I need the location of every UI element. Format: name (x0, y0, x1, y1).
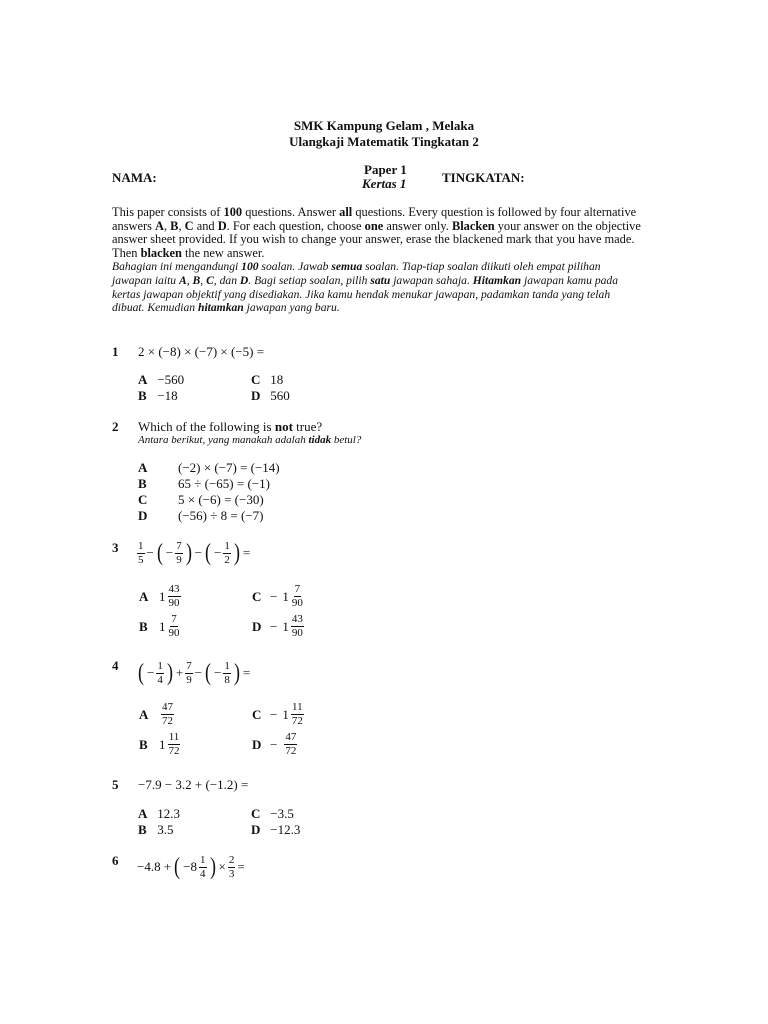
q3-fraction-3: $\frac{1}{2}$ (224, 539, 230, 566)
kertas-label: Kertas 1 (362, 176, 407, 191)
q5-option-c: C −3.5 (251, 806, 294, 821)
q1-option-d-value: 560 (270, 388, 290, 403)
nama-label: NAMA: (112, 170, 157, 185)
q1-option-b (138, 388, 178, 404)
q5-option-b: B 3.5 (138, 822, 174, 837)
instr-en-line-3: answer sheet provided. If you wish to change your answer, erase the blackened mark that you have made. (112, 232, 635, 247)
instr-my-line-3: kertas jawapan objektif yang disediakan. Jika kamu hendak menukar jawapan, padamkan tanda yang telah (112, 287, 611, 301)
q1-option-c-letter: C (251, 372, 261, 387)
q2-number: 2 (112, 419, 119, 434)
q3-fraction-2: $\frac{7}{9}$ (176, 539, 182, 566)
instructions (112, 206, 658, 315)
q4-number: 4 (112, 658, 119, 673)
q6-fraction-2: $\frac{2}{3}$ (228, 853, 235, 880)
q2-option-b: B 65 ÷ (−65) = (−1) (138, 476, 270, 491)
q2-option-d: D (−56) ÷ 8 = (−7) (138, 508, 264, 523)
q1-option-a-letter: A (138, 372, 148, 387)
q2-option-c: C 5 × (−6) = (−30) (138, 492, 264, 507)
q4-option-d: D − $\frac{47}{72}$ (252, 731, 297, 757)
q6-expression: −4.8 + ( −8 $\frac{1}{4}$ ) × $\frac{2}{3}$ = (137, 853, 245, 880)
instr-en-line-4: Then blacken the new answer. (112, 245, 265, 260)
q3-option-a: A 1 $\frac{43}{90}$ (139, 583, 180, 609)
q4-option-a: A $\frac{47}{72}$ (139, 701, 173, 727)
q1-option-c-value: 18 (270, 372, 284, 387)
exam-title: Ulangkaji Matematik Tingkatan 2 (289, 134, 479, 149)
paper-label: Paper 1 (364, 162, 407, 177)
instr-my-line-2: jawapan iaitu A, B, C, dan D. Bagi setiap soalan, pilih satu jawapan sahaja. Hitamkan jawapan kamu pada (112, 273, 619, 287)
instr-en-line-2: answers A, B, C and D. For each question, choose one answer only. Blacken your answer on the objective (112, 218, 641, 233)
q3-option-c: C − 1 $\frac{7}{90}$ (252, 583, 303, 609)
q1-option-d-letter: D (251, 388, 261, 403)
q3-option-b: B 1 $\frac{7}{90}$ (139, 613, 180, 639)
q1-option-c (251, 372, 283, 388)
q1-option-a-value: −560 (157, 372, 185, 387)
q6-number: 6 (112, 853, 119, 868)
q1-option-d (251, 388, 290, 404)
q2-option-a: A (−2) × (−7) = (−14) (138, 460, 280, 475)
q1-option-b-letter: B (138, 388, 147, 403)
instr-en-line-1: This paper consists of 100 questions. Answer all questions. Every question is followed by four alternative (112, 205, 637, 219)
instr-my-line-4: dibuat. Kemudian hitamkan jawapan yang baru. (112, 301, 340, 315)
q3-fraction-1: $\frac{1}{5}$ (138, 539, 144, 566)
q2-stem: Which of the following is not true? (138, 419, 323, 434)
q4-option-c: C − 1 $\frac{11}{72}$ (252, 701, 303, 727)
q3-number: 3 (112, 540, 119, 555)
q3-expression: $\frac{1}{5}$ − ( − $\frac{7}{9}$ ) − ( − $\frac{1}{2}$ ) = (138, 539, 251, 566)
instructions-english (112, 206, 658, 260)
q5-expression: −7.9 − 3.2 + (−1.2) = (138, 777, 249, 792)
q5-option-d: D −12.3 (251, 822, 301, 837)
q4-expression: ( − $\frac{1}{4}$ ) + $\frac{7}{9}$ − ( − $\frac{1}{8}$ ) = (138, 659, 251, 686)
q4-fraction-3: $\frac{1}{8}$ (224, 659, 230, 686)
q4-option-b: B 1 $\frac{11}{72}$ (139, 731, 180, 757)
q1-number: 1 (112, 344, 119, 359)
q4-fraction-2: $\frac{7}{9}$ (186, 659, 192, 686)
instructions-malay (112, 260, 658, 314)
q4-fraction-1: $\frac{1}{4}$ (157, 659, 163, 686)
q5-option-a: A 12.3 (138, 806, 180, 821)
q1-option-a (138, 372, 184, 388)
q5-number: 5 (112, 777, 119, 792)
school-name: SMK Kampung Gelam , Melaka (293, 118, 475, 133)
q1-option-b-value: −18 (157, 388, 178, 403)
instr-my-line-1: Bahagian ini mengandungi 100 soalan. Jawab semua soalan. Tiap-tiap soalan diikuti oleh empat pilihan (112, 260, 601, 274)
q3-option-d: D − 1 $\frac{43}{90}$ (252, 613, 303, 639)
q1-expression: 2 × (−8) × (−7) × (−5) = (138, 344, 265, 359)
q6-fraction-1: $\frac{1}{4}$ (200, 853, 206, 880)
tingkatan-label: TINGKATAN: (442, 170, 525, 185)
q2-stem-malay: Antara berikut, yang manakah adalah tidak betul? (138, 434, 362, 446)
